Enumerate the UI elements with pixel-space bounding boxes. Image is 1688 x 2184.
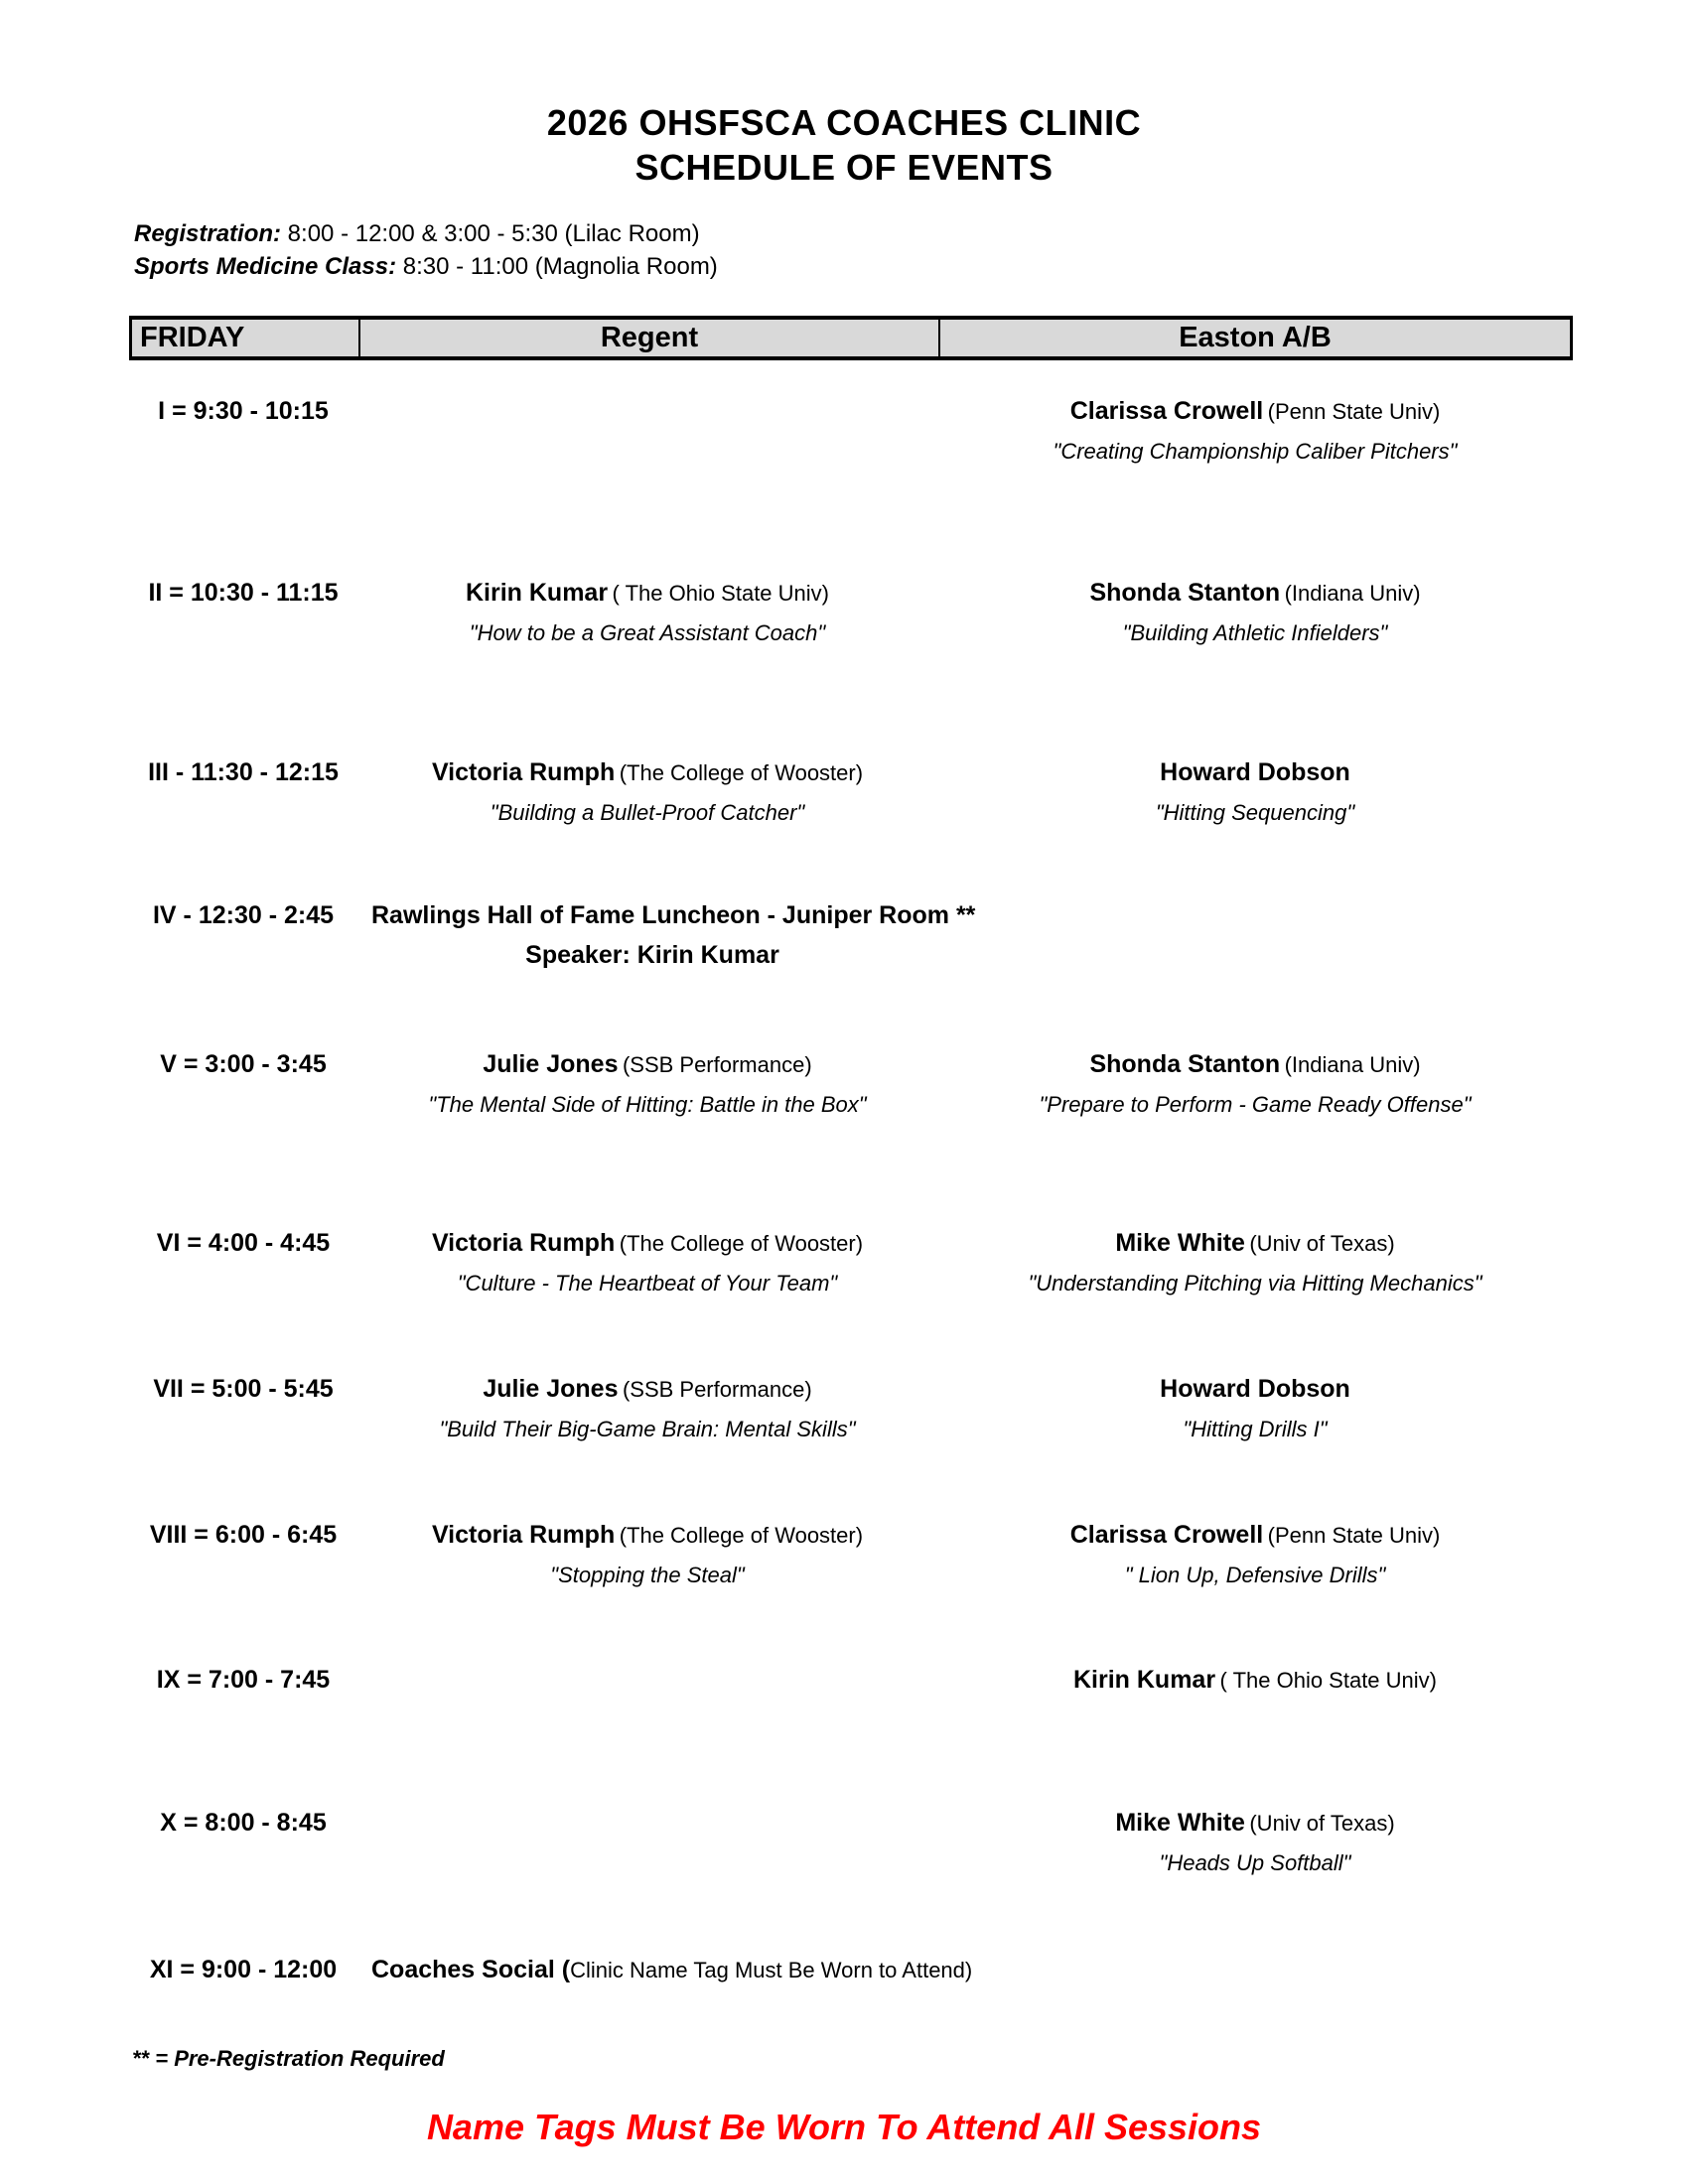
speaker-line: [937, 1229, 1573, 1261]
speaker-affiliation: (Univ of Texas): [1249, 1811, 1395, 1836]
speaker-affiliation: (The College of Wooster): [619, 1523, 864, 1548]
social-cell: [357, 1956, 1573, 1987]
social-title: Coaches Social (: [371, 1956, 571, 1983]
regent-cell: [357, 1375, 937, 1443]
speaker-name: Clarissa Crowell: [1069, 1521, 1264, 1549]
sports-medicine-text: 8:30 - 11:00 (Magnolia Room): [396, 253, 718, 280]
regent-cell: [357, 758, 937, 827]
header-easton-room: Easton A/B: [940, 320, 1570, 356]
schedule-row-9: [129, 1666, 1573, 1698]
easton-cell: [937, 1375, 1573, 1443]
table-header-row: [129, 316, 1573, 360]
regent-cell: [357, 1809, 937, 1877]
regent-cell: [357, 1050, 937, 1119]
speaker-name: Julie Jones: [483, 1375, 619, 1403]
speaker-affiliation: (Indiana Univ): [1284, 1052, 1421, 1077]
speaker-line: [937, 1375, 1573, 1407]
schedule-row-3: [129, 758, 1573, 827]
schedule-row-1: [129, 397, 1573, 466]
speaker-affiliation: (SSB Performance): [622, 1052, 812, 1077]
schedule-row-4: [129, 901, 1573, 969]
registration-label: Registration:: [134, 220, 282, 247]
session-time: V = 3:00 - 3:45: [160, 1050, 327, 1078]
speaker-name: Mike White: [1115, 1809, 1245, 1837]
session-title: " Lion Up, Defensive Drills": [1124, 1563, 1386, 1587]
session-time: VII = 5:00 - 5:45: [153, 1375, 334, 1403]
session-title: "Hitting Drills I": [1183, 1417, 1328, 1441]
speaker-name: Julie Jones: [483, 1050, 619, 1078]
speaker-line: [357, 1050, 937, 1082]
speaker-line: [357, 1375, 937, 1407]
speaker-affiliation: (Univ of Texas): [1249, 1231, 1395, 1256]
name-tags-notice: Name Tags Must Be Worn To Attend All Sessions: [426, 2107, 1262, 2147]
speaker-line: [937, 397, 1573, 429]
session-time: VIII = 6:00 - 6:45: [149, 1521, 338, 1549]
session-title: "Heads Up Softball": [1159, 1850, 1351, 1875]
speaker-line: [937, 758, 1573, 790]
easton-cell: [937, 758, 1573, 827]
schedule-row-6: [129, 1229, 1573, 1297]
speaker-line: [937, 1809, 1573, 1841]
speaker-affiliation: (The College of Wooster): [619, 760, 864, 785]
schedule-row-10: [129, 1809, 1573, 1877]
speaker-name: Kirin Kumar: [1072, 1666, 1216, 1694]
session-title: "Prepare to Perform - Game Ready Offense": [1039, 1092, 1472, 1117]
session-title: "Stopping the Steal": [550, 1563, 745, 1587]
session-title: "How to be a Great Assistant Coach": [469, 620, 826, 645]
speaker-affiliation: (SSB Performance): [622, 1377, 812, 1402]
sports-medicine-label: Sports Medicine Class:: [134, 253, 397, 280]
speaker-name: Kirin Kumar: [465, 579, 609, 607]
easton-cell: [937, 1229, 1573, 1297]
speaker-line: [357, 758, 937, 790]
speaker-name: Howard Dobson: [1160, 1375, 1350, 1403]
easton-cell: [937, 1809, 1573, 1877]
session-title: "The Mental Side of Hitting: Battle in the Box": [428, 1092, 867, 1117]
speaker-name: Shonda Stanton: [1089, 1050, 1281, 1078]
speaker-line: [357, 1229, 937, 1261]
preregistration-footnote: ** = Pre-Registration Required: [132, 2046, 445, 2071]
session-time: II = 10:30 - 11:15: [148, 579, 339, 607]
session-title: "Building a Bullet-Proof Catcher": [490, 800, 805, 825]
easton-cell: [937, 579, 1573, 647]
session-time: III - 11:30 - 12:15: [148, 758, 339, 786]
speaker-line: [937, 579, 1573, 611]
session-title: "Understanding Pitching via Hitting Mechanics": [1028, 1271, 1482, 1296]
schedule-row-11: [129, 1956, 1573, 1987]
speaker-line: [357, 579, 937, 611]
page-title-line1: 2026 OHSFSCA COACHES CLINIC: [546, 102, 1142, 143]
speaker-line: [937, 1521, 1573, 1553]
easton-cell: [937, 1666, 1573, 1698]
header-regent-room: Regent: [360, 320, 940, 356]
speaker-name: Victoria Rumph: [431, 1521, 616, 1549]
easton-cell: [937, 397, 1573, 466]
speaker-affiliation: ( The Ohio State Univ): [612, 581, 829, 606]
schedule-row-5: [129, 1050, 1573, 1119]
session-time: IV - 12:30 - 2:45: [152, 901, 335, 929]
session-time: VI = 4:00 - 4:45: [156, 1229, 331, 1257]
luncheon-cell: [357, 901, 1573, 969]
registration-line: [134, 217, 718, 250]
speaker-name: Howard Dobson: [1160, 758, 1350, 786]
speaker-line: [937, 1666, 1573, 1698]
speaker-name: Mike White: [1115, 1229, 1245, 1257]
page-title-line2: SCHEDULE OF EVENTS: [634, 147, 1054, 188]
speaker-affiliation: ( The Ohio State Univ): [1219, 1668, 1437, 1693]
session-title: "Building Athletic Infielders": [1122, 620, 1388, 645]
registration-text: 8:00 - 12:00 & 3:00 - 5:30 (Lilac Room): [281, 220, 700, 247]
luncheon-speaker: Speaker: Kirin Kumar: [525, 941, 779, 969]
session-time: X = 8:00 - 8:45: [160, 1809, 327, 1837]
regent-cell: [357, 1666, 937, 1698]
regent-cell: [357, 397, 937, 466]
schedule-row-7: [129, 1375, 1573, 1443]
session-time: XI = 9:00 - 12:00: [149, 1956, 338, 1983]
session-title: "Culture - The Heartbeat of Your Team": [457, 1271, 838, 1296]
session-time: IX = 7:00 - 7:45: [156, 1666, 331, 1694]
session-title: "Hitting Sequencing": [1155, 800, 1355, 825]
info-block: [134, 217, 718, 283]
speaker-affiliation: (The College of Wooster): [619, 1231, 864, 1256]
easton-cell: [937, 1050, 1573, 1119]
speaker-line: [357, 1521, 937, 1553]
speaker-name: Victoria Rumph: [431, 1229, 616, 1257]
session-title: "Build Their Big-Game Brain: Mental Skills": [439, 1417, 856, 1441]
speaker-name: Clarissa Crowell: [1069, 397, 1264, 425]
social-note: Clinic Name Tag Must Be Worn to Attend): [570, 1958, 973, 1982]
regent-cell: [357, 1521, 937, 1589]
speaker-affiliation: (Penn State Univ): [1267, 399, 1441, 424]
session-time: I = 9:30 - 10:15: [158, 397, 329, 425]
easton-cell: [937, 1521, 1573, 1589]
speaker-name: Shonda Stanton: [1089, 579, 1281, 607]
schedule-row-2: [129, 579, 1573, 647]
speaker-name: Victoria Rumph: [431, 758, 616, 786]
regent-cell: [357, 1229, 937, 1297]
sports-medicine-line: [134, 250, 718, 283]
speaker-affiliation: (Indiana Univ): [1284, 581, 1421, 606]
page-title: [0, 100, 1688, 190]
header-day: FRIDAY: [132, 320, 360, 356]
speaker-affiliation: (Penn State Univ): [1267, 1523, 1441, 1548]
schedule-row-8: [129, 1521, 1573, 1589]
speaker-line: [937, 1050, 1573, 1082]
session-title: "Creating Championship Caliber Pitchers": [1053, 439, 1458, 464]
regent-cell: [357, 579, 937, 647]
luncheon-title: Rawlings Hall of Fame Luncheon - Juniper Room **: [371, 901, 976, 929]
